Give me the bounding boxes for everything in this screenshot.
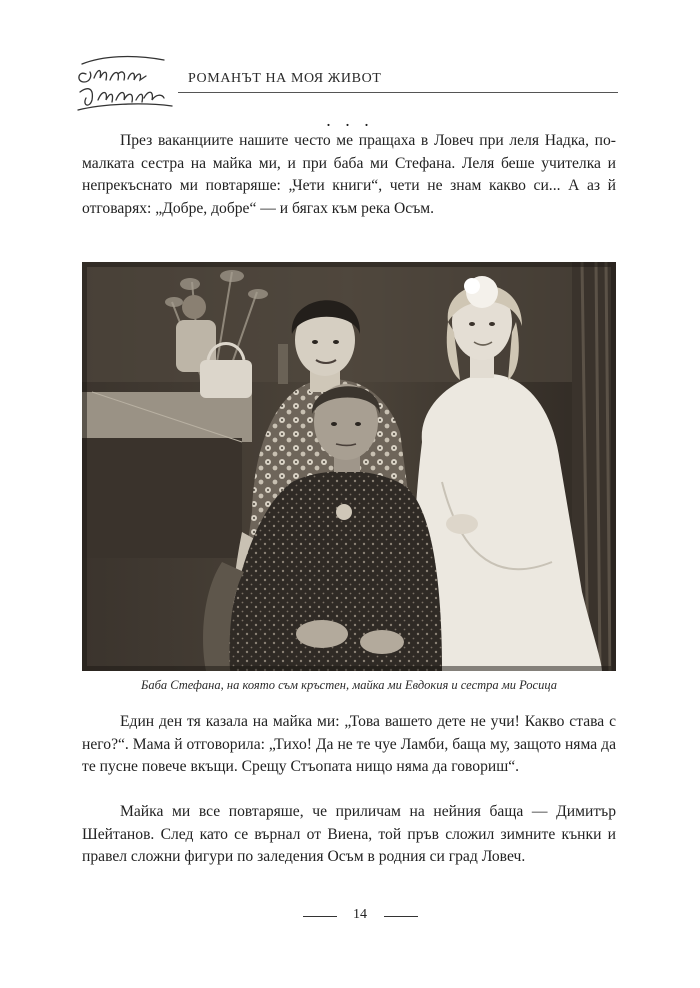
page-footer bbox=[0, 906, 700, 926]
paragraph-2: Един ден тя казала на майка ми: „Това вашето дете не учи! Какво става с него?“. Мама й отговорила: „Тихо! Да не те чуе Ламби, баща му, защото няма да те пусне повече вкъщи. Срещу Стъопата нищо няма да говориш“. bbox=[82, 713, 616, 775]
signature-logo bbox=[72, 52, 180, 114]
running-header-title: РОМАНЪТ НА МОЯ ЖИВОТ bbox=[188, 71, 382, 86]
footer-rule-left bbox=[303, 916, 337, 917]
paragraph-1: През ваканциите нашите често ме пращаха в Ловеч при леля Надка, по-малката сестра на майка ми, и при баба ми Стефана. Леля беше учителка и непрекъснато ми повтаряше: „Чети книги“, чети не знам какво си... А аз й отговарях: „Добре, добре“ — и бягах към река Осъм. bbox=[82, 132, 616, 217]
paragraph-3: Майка ми все повтаряше, че приличам на нейния баща — Димитър Шейтанов. След като се върнал от Виена, той пръв сложил зимните кънки и правел сложни фигури по заледения Осъм в родния си град Ловеч. bbox=[82, 803, 616, 865]
family-photo bbox=[82, 262, 616, 671]
header-rule bbox=[178, 92, 618, 93]
photo-caption: Баба Стефана, на която съм кръстен, майка ми Евдокия и сестра ми Росица bbox=[140, 678, 557, 692]
footer-rule-right bbox=[384, 916, 418, 917]
page-number: 14 bbox=[353, 907, 367, 922]
section-ornament: . . . bbox=[326, 110, 374, 130]
